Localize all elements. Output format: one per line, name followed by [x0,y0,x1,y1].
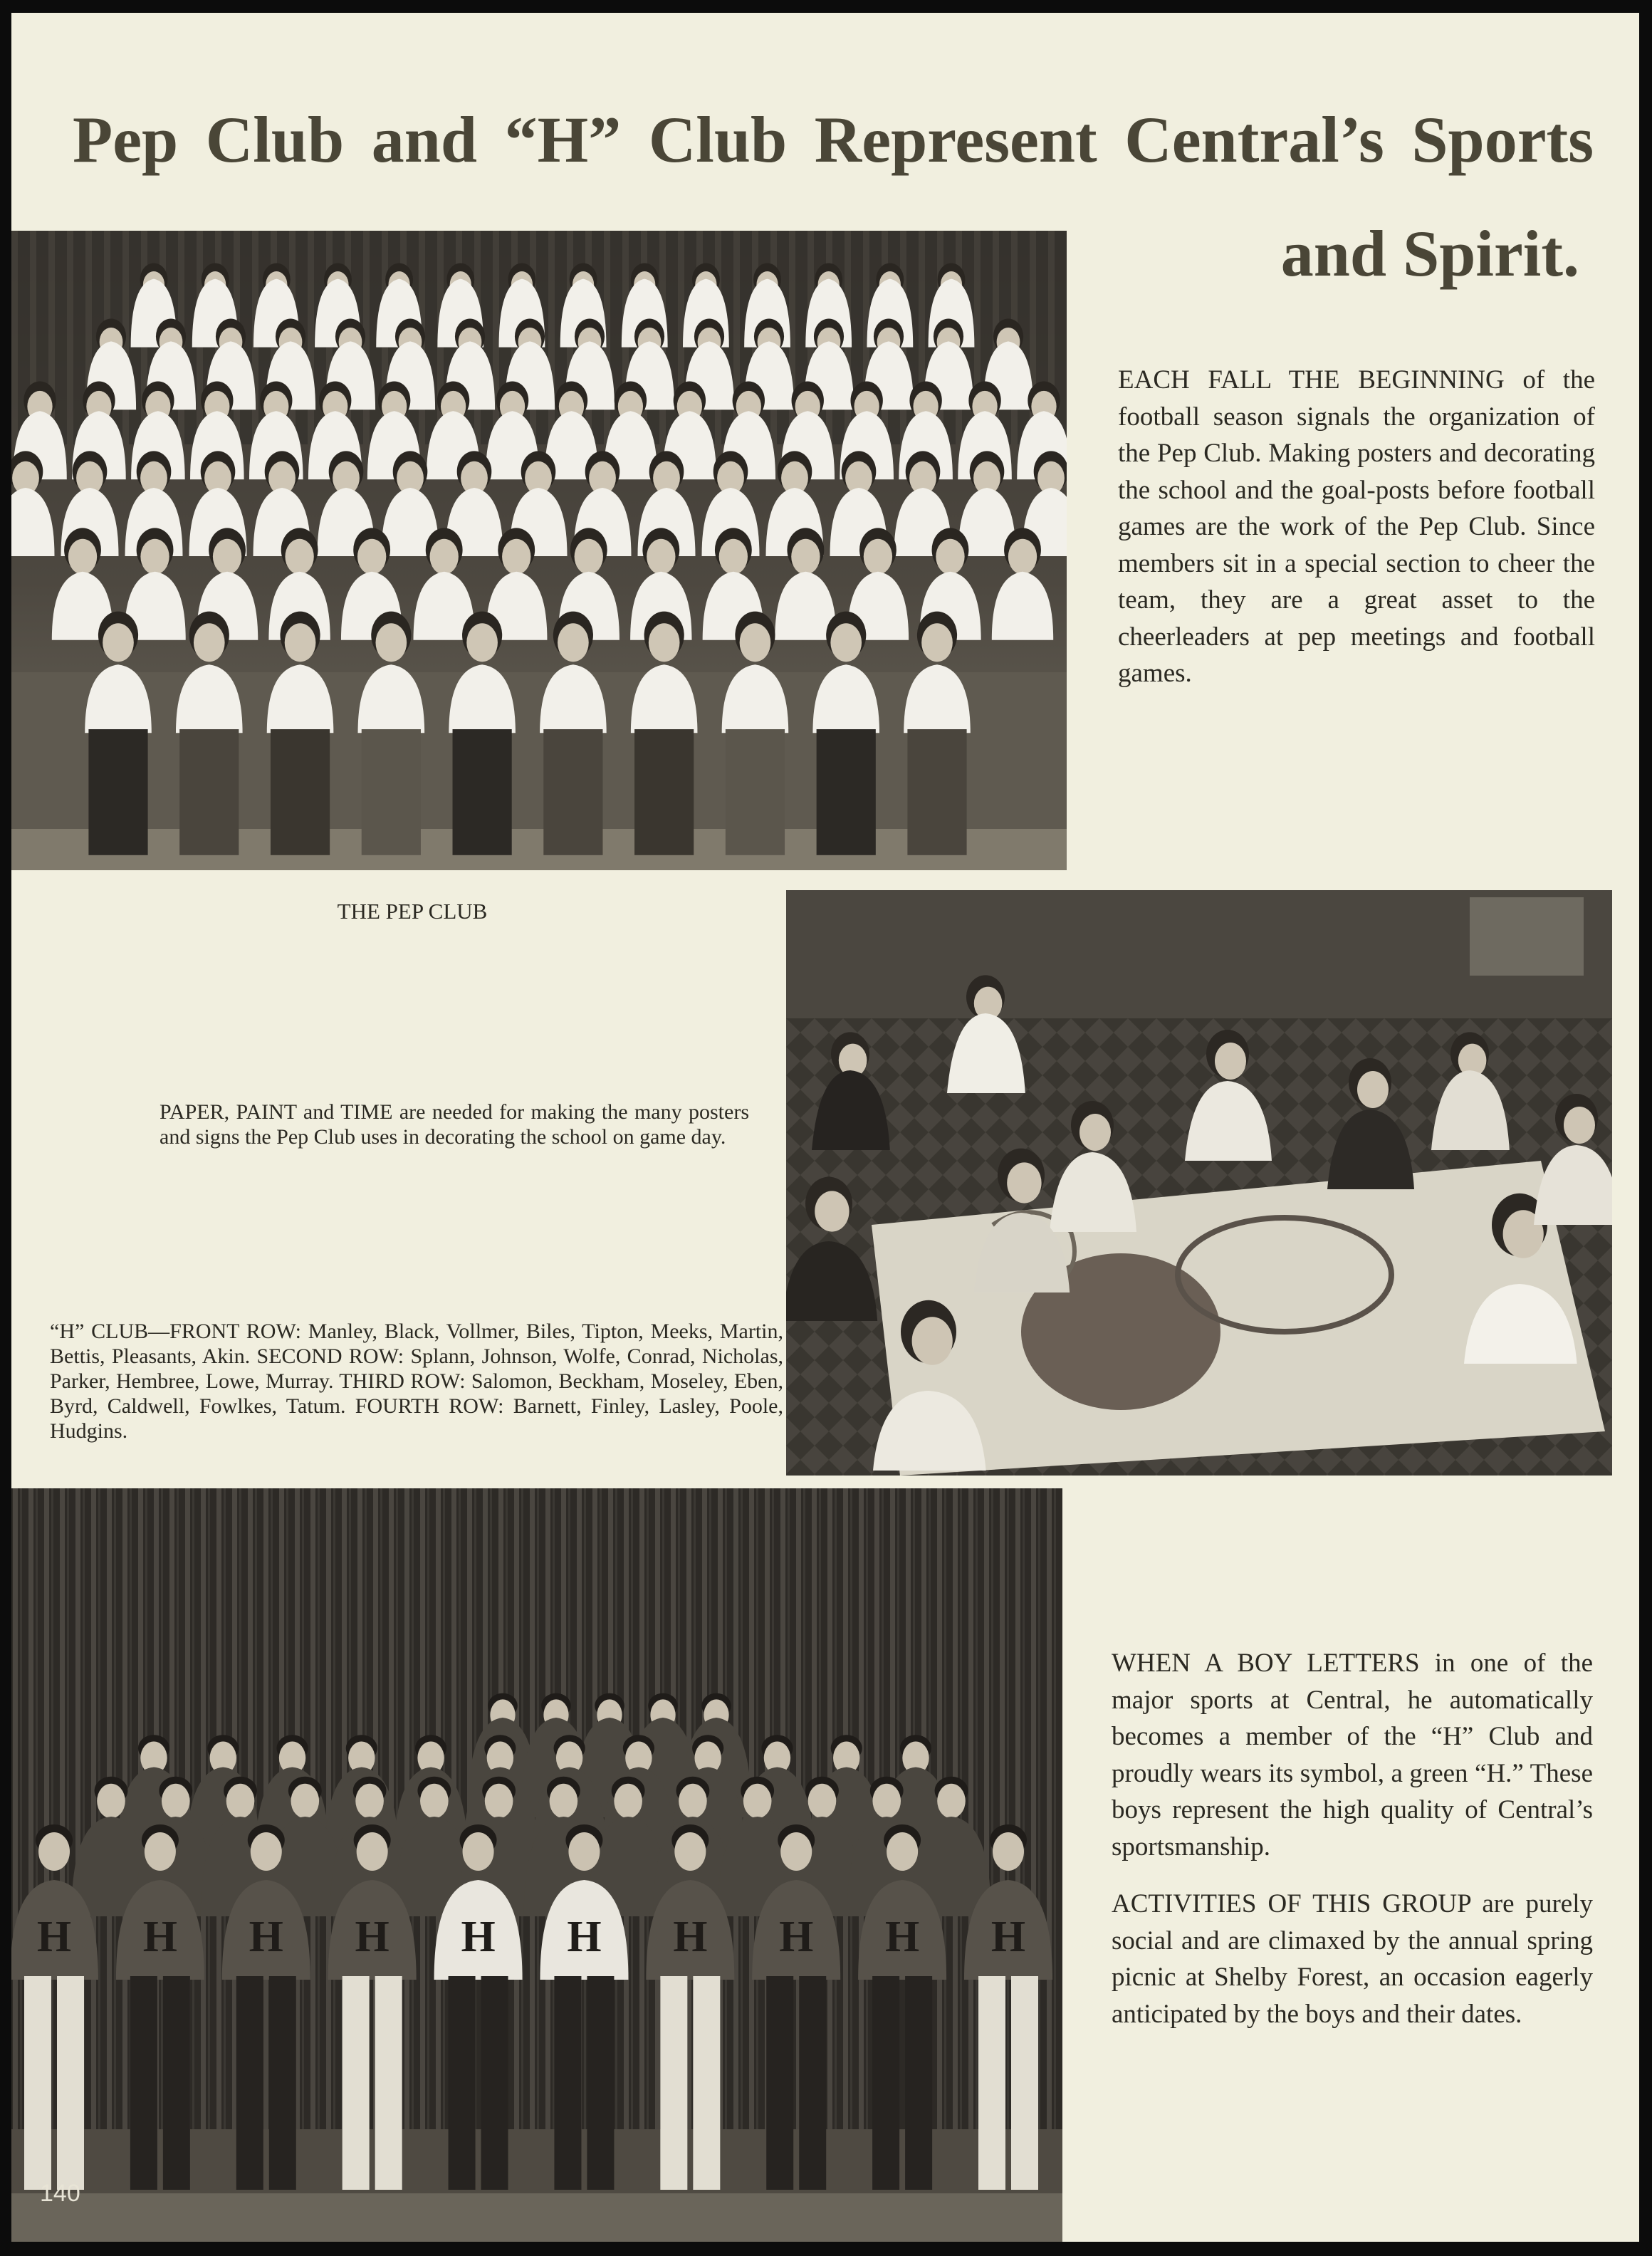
sweater-letter: H [884,1913,920,1961]
sweater-letter: H [36,1913,72,1961]
pep-club-caption: THE PEP CLUB [337,899,488,924]
page-title-continued: and Spirit. [1280,217,1579,290]
sweater-letter: H [567,1913,602,1961]
h-club-photo-image [11,1488,1062,2242]
sweater-letter: H [990,1913,1026,1961]
poster-painting-photo [786,890,1612,1476]
page-number: 140 [40,2180,80,2207]
pep-club-description: EACH FALL THE BEGINNING of the football season signals the organization of the Pep Club. Making posters and decorating the school and the goal-posts before football games are the work of the Pep Club. Since members sit in a special section to cheer the team, they are a great asset to the cheerleaders at pep meetings and football games. [1118,365,1595,688]
sweater-letter: H [779,1913,814,1961]
h-club-activities: ACTIVITIES OF THIS GROUP are purely social and are climaxed by the annual spring picnic at Shelby Forest, an occasion eagerly anticipated by the boys and their dates. [1112,1889,1593,2029]
h-club-description: WHEN A BOY LETTERS in one of the major sports at Central, he automatically becomes a member of the “H” Club and proudly wears its symbol, a green “H.” These boys represent the high quality of Central’s sportsmanship. [1112,1649,1593,1861]
h-club-caption: “H” CLUB—FRONT ROW: Manley, Black, Vollmer, Biles, Tipton, Meeks, Martin, Bettis, Pleasants, Akin. SECOND ROW: Splann, Johnson, Wolfe, Conrad, Nicholas, Parker, Hembree, Lowe, Murray. THIRD ROW: Salomon, Beckham, Moseley, Eben, Byrd, Caldwell, Fowlkes, Tatum. FOURTH ROW: Barnett, Finley, Lasley, Poole, Hudgins. [50,1320,783,1443]
sweater-letter: H [249,1913,283,1961]
sweater-letter: H [461,1913,496,1961]
yearbook-page [11,13,1639,2242]
sweater-letter: H [355,1913,390,1961]
poster-painting-photo-image [786,890,1612,1476]
poster-caption: PAPER, PAINT and TIME are needed for making the many posters and signs the Pep Club uses in decorating the school on game day. [160,1100,749,1149]
h-club-photo [11,1488,1062,2242]
page-title: Pep Club and “H” Club Represent Central’s Sports [73,103,1594,176]
sweater-letter: H [142,1913,178,1961]
pep-club-photo-image [11,231,1067,870]
pep-club-photo [11,231,1067,870]
sweater-letter: H [673,1913,708,1961]
